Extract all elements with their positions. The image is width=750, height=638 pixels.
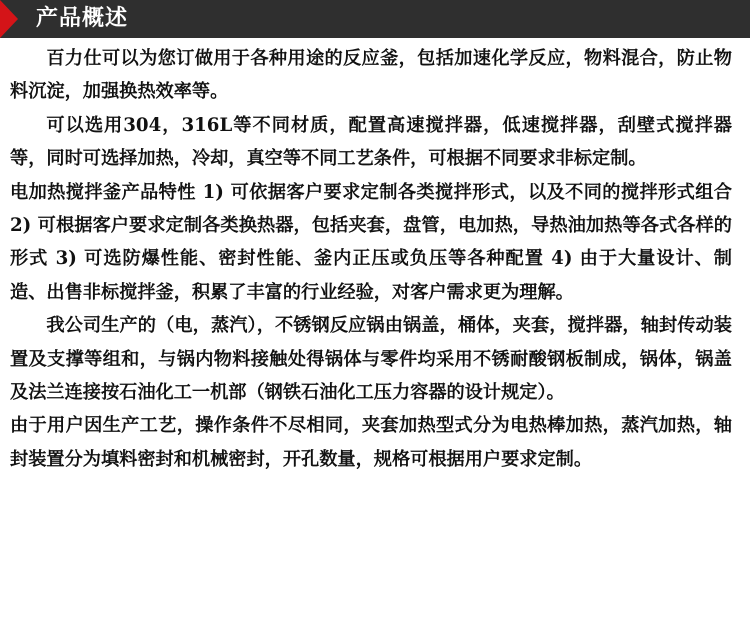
header-accent-arrow [0,0,18,38]
paragraph-features: 电加热搅拌釜产品特性 1) 可依据客户要求定制各类搅拌形式，以及不同的搅拌形式组合 2) 可根据客户要求定制各类换热器，包括夹套，盘管，电加热，导热油加热等各式各样的形式 3) 可选防爆性能、密封性能、釜内正压或负压等各种配置 4) 由于大量设计、制造、出售非标搅拌釜，积累了丰富的行业经验，对客户需求更为理解。 [10,181,732,303]
paragraph-materials: 可以选用304，316L等不同材质，配置高速搅拌器，低速搅拌器，刮壁式搅拌器等，同时可选择加热，冷却，真空等不同工艺条件，可根据不同要求非标定制。 [10,114,732,170]
paragraph-construction: 我公司生产的（电，蒸汽），不锈钢反应锅由锅盖，桶体，夹套，搅拌器，轴封传动装置及支撑等组和，与锅内物料接触处得锅体与零件均采用不锈耐酸钢板制成，锅体，锅盖及法兰连接按石油化工一机部（钢铁石油化工压力容器的设计规定）。 [10,315,732,404]
product-description [10,42,732,476]
paragraph-heating-options: 由于用户因生产工艺，操作条件不尽相同，夹套加热型式分为电热棒加热，蒸汽加热，轴封装置分为填料密封和机械密封，开孔数量，规格可根据用户要求定制。 [10,415,732,470]
section-header [0,0,750,38]
paragraph-intro: 百力仕可以为您订做用于各种用途的反应釜，包括加速化学反应，物料混合，防止物料沉淀，加强换热效率等。 [10,48,732,103]
section-title: 产品概述 [36,6,129,31]
